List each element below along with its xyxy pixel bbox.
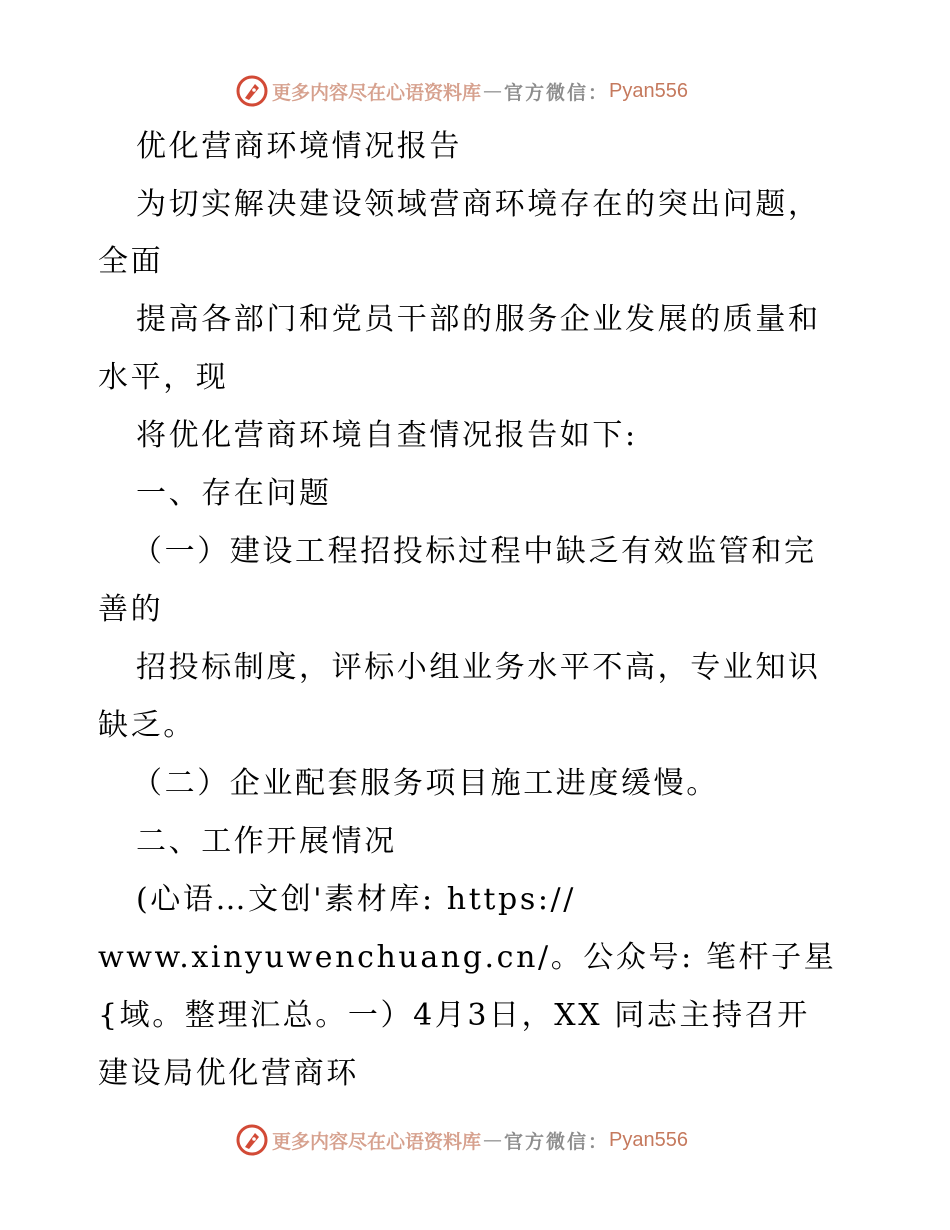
document-title: 优化营商环境情况报告: [136, 129, 462, 164]
body-line: 缺乏。: [98, 708, 196, 743]
banner-dash: —: [483, 80, 503, 102]
banner-main-text: 更多内容尽在心语资料库: [272, 1130, 482, 1153]
body-line: 水平，现: [98, 360, 229, 395]
banner-wechat-label: 官方微信：: [504, 81, 610, 104]
banner-wechat-label: 官方微信：: [504, 1130, 610, 1153]
banner-wechat-id: Pyan556: [609, 1128, 688, 1151]
body-line: (心语…文创'素材库: https://: [136, 882, 576, 917]
pen-nib-logo-icon: [236, 1124, 268, 1156]
body-line: www.xinyuwenchuang.cn/。公众号: 笔杆子星: [98, 940, 837, 975]
body-line: 招投标制度，评标小组业务水平不高，专业知识: [136, 650, 821, 685]
banner-main-text: 更多内容尽在心语资料库: [272, 81, 482, 104]
body-line: （二）企业配套服务项目施工进度缓慢。: [132, 766, 719, 801]
banner-wechat-id: Pyan556: [609, 79, 688, 102]
footer-watermark-banner: [236, 1123, 688, 1157]
pen-nib-logo-icon: [236, 75, 268, 107]
body-line: 建设局优化营商环: [98, 1056, 359, 1091]
banner-dash: —: [483, 1129, 503, 1151]
body-line: （一）建设工程招投标过程中缺乏有效监管和完: [132, 534, 817, 569]
section-heading: 二、工作开展情况: [136, 824, 397, 859]
body-line: 提高各部门和党员干部的服务企业发展的质量和: [136, 302, 821, 337]
header-watermark-banner: [236, 74, 688, 108]
body-line: {域。整理汇总。一）4月3日，XX 同志主持召开: [98, 998, 810, 1033]
body-line: 将优化营商环境自查情况报告如下:: [136, 418, 638, 453]
body-line: 全面: [98, 244, 164, 279]
body-line: 善的: [98, 592, 164, 627]
body-line: 为切实解决建设领域营商环境存在的突出问题，: [136, 187, 821, 222]
section-heading: 一、存在问题: [136, 476, 332, 511]
